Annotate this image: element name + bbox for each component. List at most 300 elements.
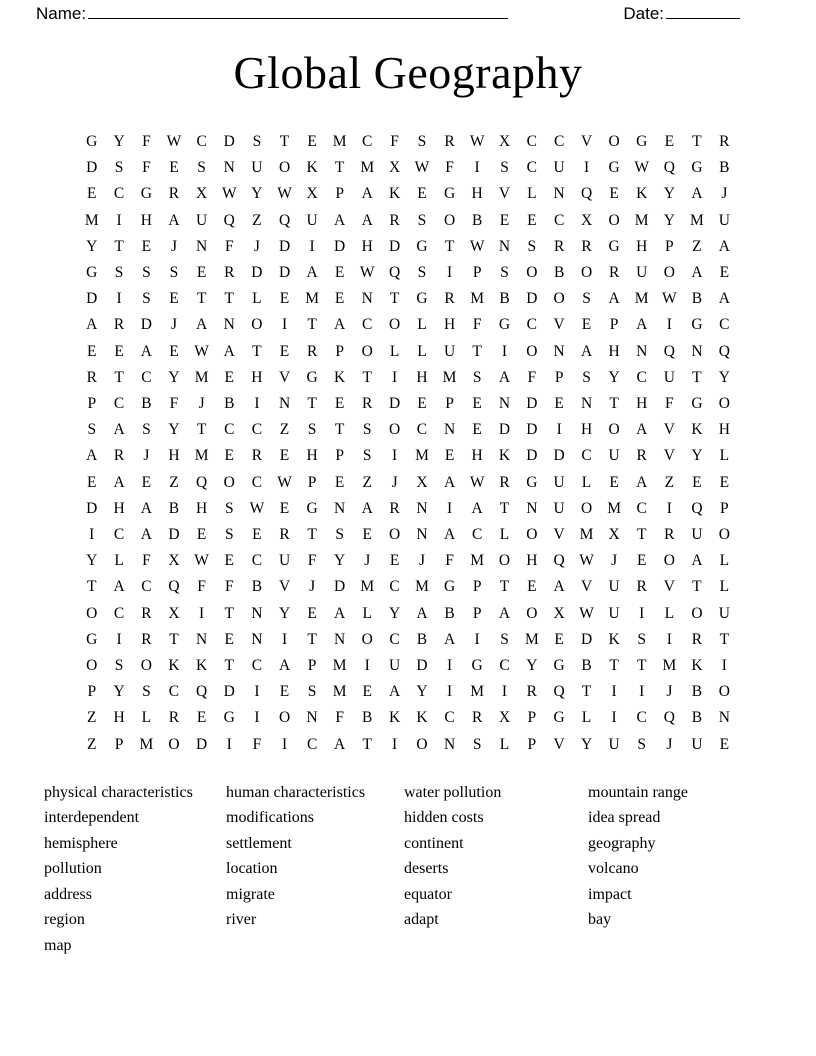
grid-cell[interactable]: X [580, 211, 593, 229]
grid-cell[interactable]: J [666, 683, 673, 701]
grid-cell[interactable]: Q [168, 578, 180, 596]
grid-cell[interactable]: B [581, 657, 592, 675]
grid-cell[interactable]: W [414, 159, 430, 177]
grid-cell[interactable]: A [636, 421, 648, 439]
grid-cell[interactable]: A [388, 683, 401, 701]
grid-cell[interactable]: L [664, 604, 675, 622]
grid-cell[interactable]: I [611, 709, 617, 727]
grid-cell[interactable]: D [168, 526, 180, 544]
grid-cell[interactable]: A [113, 473, 125, 491]
grid-cell[interactable]: H [608, 342, 620, 360]
grid-cell[interactable]: U [278, 552, 291, 570]
grid-cell[interactable]: Z [664, 473, 675, 491]
grid-cell[interactable]: U [691, 526, 703, 544]
grid-cell[interactable]: S [417, 264, 427, 282]
grid-cell[interactable]: B [499, 290, 510, 308]
grid-cell[interactable]: E [719, 735, 730, 753]
grid-cell[interactable]: N [196, 237, 208, 255]
grid-cell[interactable]: G [86, 630, 98, 648]
grid-cell[interactable]: G [306, 368, 318, 386]
grid-cell[interactable]: A [416, 604, 428, 622]
grid-cell[interactable]: W [194, 342, 209, 360]
grid-cell[interactable]: T [252, 342, 262, 360]
grid-cell[interactable]: B [251, 578, 263, 596]
grid-cell[interactable]: A [361, 211, 373, 229]
grid-cell[interactable]: E [307, 604, 317, 622]
grid-cell[interactable]: I [611, 683, 617, 701]
grid-cell[interactable]: I [254, 709, 260, 727]
grid-cell[interactable]: D [388, 237, 401, 255]
grid-cell[interactable]: E [141, 237, 152, 255]
grid-cell[interactable]: T [389, 290, 400, 308]
grid-cell[interactable]: O [580, 264, 593, 282]
grid-cell[interactable]: P [554, 368, 564, 386]
grid-cell[interactable]: E [417, 395, 427, 413]
grid-cell[interactable]: A [718, 237, 730, 255]
grid-cell[interactable]: S [500, 159, 509, 177]
grid-cell[interactable]: G [608, 237, 620, 255]
grid-cell[interactable]: P [609, 316, 619, 334]
grid-cell[interactable]: P [87, 395, 97, 413]
grid-cell[interactable]: Y [278, 604, 291, 622]
grid-cell[interactable]: U [636, 264, 648, 282]
grid-cell[interactable]: W [469, 133, 485, 150]
grid-cell[interactable]: A [361, 185, 373, 203]
grid-cell[interactable]: N [498, 395, 511, 413]
grid-cell[interactable]: T [307, 395, 317, 413]
grid-cell[interactable]: R [279, 526, 290, 544]
grid-cell[interactable]: G [691, 316, 703, 334]
grid-cell[interactable]: H [306, 447, 318, 465]
grid-cell[interactable]: E [196, 709, 207, 727]
word-list-item[interactable]: location [226, 860, 278, 878]
grid-cell[interactable]: A [334, 211, 346, 229]
grid-cell[interactable]: C [196, 133, 207, 150]
grid-cell[interactable]: O [608, 211, 620, 229]
grid-cell[interactable]: C [306, 735, 318, 753]
grid-cell[interactable]: U [718, 604, 730, 622]
grid-cell[interactable]: R [664, 526, 675, 544]
grid-cell[interactable]: O [251, 316, 263, 334]
grid-cell[interactable]: M [360, 159, 375, 177]
grid-cell[interactable]: N [361, 290, 373, 308]
grid-cell[interactable]: B [141, 395, 152, 413]
grid-cell[interactable]: A [498, 368, 511, 386]
grid-cell[interactable]: D [196, 735, 208, 753]
grid-cell[interactable]: Y [388, 604, 401, 622]
grid-cell[interactable]: U [196, 211, 208, 229]
grid-cell[interactable]: T [307, 630, 317, 648]
grid-cell[interactable]: T [499, 499, 510, 517]
grid-cell[interactable]: N [416, 526, 428, 544]
grid-cell[interactable]: A [443, 473, 456, 491]
grid-cell[interactable]: I [501, 683, 508, 701]
grid-cell[interactable]: S [307, 683, 317, 701]
grid-cell[interactable]: I [392, 368, 398, 386]
grid-cell[interactable]: O [580, 499, 593, 517]
grid-cell[interactable]: G [636, 133, 648, 150]
grid-cell[interactable]: E [87, 185, 97, 203]
grid-cell[interactable]: W [194, 552, 209, 570]
grid-cell[interactable]: F [445, 552, 454, 570]
grid-cell[interactable]: R [389, 499, 400, 517]
grid-cell[interactable]: E [719, 264, 730, 282]
grid-cell[interactable]: E [279, 290, 290, 308]
grid-cell[interactable]: C [553, 133, 565, 150]
grid-cell[interactable]: M [470, 683, 485, 701]
grid-cell[interactable]: H [140, 211, 152, 229]
grid-cell[interactable]: B [691, 290, 703, 308]
grid-cell[interactable]: V [663, 447, 675, 465]
word-list-item[interactable]: physical characteristics [44, 783, 193, 801]
grid-cell[interactable]: E [527, 578, 537, 596]
grid-cell[interactable]: C [113, 604, 125, 622]
grid-cell[interactable]: I [639, 683, 645, 701]
grid-cell[interactable]: O [168, 735, 180, 753]
word-list-item[interactable]: interdependent [44, 809, 140, 827]
grid-cell[interactable]: D [526, 447, 538, 465]
grid-cell[interactable]: R [168, 185, 180, 203]
grid-cell[interactable]: Y [416, 683, 428, 701]
grid-cell[interactable]: W [359, 264, 375, 282]
grid-cell[interactable]: H [416, 368, 428, 386]
grid-cell[interactable]: M [360, 578, 375, 596]
grid-cell[interactable]: G [553, 657, 565, 675]
grid-cell[interactable]: V [498, 185, 511, 203]
grid-cell[interactable]: G [691, 395, 703, 413]
grid-cell[interactable]: D [86, 499, 98, 517]
grid-cell[interactable]: N [691, 342, 703, 360]
grid-cell[interactable]: A [196, 316, 208, 334]
grid-cell[interactable]: Q [553, 683, 565, 701]
grid-cell[interactable]: M [634, 211, 649, 229]
grid-cell[interactable]: H [361, 237, 373, 255]
grid-cell[interactable]: G [86, 133, 98, 150]
grid-cell[interactable]: H [113, 709, 125, 727]
grid-cell[interactable]: E [581, 316, 592, 334]
grid-cell[interactable]: R [168, 709, 180, 727]
grid-cell[interactable]: D [86, 290, 98, 308]
grid-cell[interactable]: S [114, 264, 124, 282]
grid-cell[interactable]: E [114, 342, 124, 360]
grid-cell[interactable]: A [443, 630, 456, 648]
grid-cell[interactable]: S [87, 421, 97, 439]
grid-cell[interactable]: T [307, 316, 317, 334]
grid-cell[interactable]: U [553, 473, 565, 491]
grid-cell[interactable]: Q [663, 159, 675, 177]
grid-cell[interactable]: I [226, 735, 232, 753]
grid-cell[interactable]: N [636, 342, 648, 360]
grid-cell[interactable]: T [224, 657, 234, 675]
grid-cell[interactable]: Y [168, 421, 180, 439]
grid-cell[interactable]: T [362, 735, 372, 753]
grid-cell[interactable]: C [526, 159, 537, 177]
grid-cell[interactable]: C [636, 499, 647, 517]
grid-cell[interactable]: P [472, 578, 482, 596]
grid-cell[interactable]: I [309, 237, 315, 255]
grid-cell[interactable]: C [444, 709, 455, 727]
grid-cell[interactable]: T [87, 578, 97, 596]
grid-cell[interactable]: H [443, 316, 456, 334]
grid-cell[interactable]: U [388, 657, 401, 675]
grid-cell[interactable]: D [278, 237, 291, 255]
grid-cell[interactable]: G [608, 159, 620, 177]
grid-cell[interactable]: R [636, 447, 647, 465]
grid-cell[interactable]: G [416, 237, 428, 255]
grid-cell[interactable]: S [307, 421, 317, 439]
grid-cell[interactable]: A [278, 657, 291, 675]
grid-cell[interactable]: G [526, 473, 538, 491]
grid-cell[interactable]: N [223, 159, 235, 177]
grid-cell[interactable]: E [169, 290, 179, 308]
grid-cell[interactable]: X [498, 133, 511, 150]
grid-cell[interactable]: G [443, 185, 456, 203]
grid-cell[interactable]: H [526, 552, 538, 570]
grid-cell[interactable]: C [141, 578, 152, 596]
grid-cell[interactable]: W [249, 499, 265, 517]
grid-cell[interactable]: C [113, 395, 125, 413]
grid-cell[interactable]: R [141, 604, 152, 622]
grid-cell[interactable]: M [634, 290, 649, 308]
grid-cell[interactable]: V [278, 368, 291, 386]
grid-cell[interactable]: S [582, 290, 591, 308]
grid-cell[interactable]: H [580, 421, 593, 439]
grid-cell[interactable]: M [470, 290, 485, 308]
grid-cell[interactable]: I [474, 159, 480, 177]
grid-cell[interactable]: F [472, 316, 482, 334]
grid-cell[interactable]: B [691, 709, 703, 727]
grid-cell[interactable]: N [278, 395, 291, 413]
grid-cell[interactable]: T [114, 237, 124, 255]
grid-cell[interactable]: P [720, 499, 729, 517]
grid-cell[interactable]: Y [113, 133, 125, 150]
grid-cell[interactable]: C [499, 657, 510, 675]
grid-cell[interactable]: Z [252, 211, 262, 229]
grid-cell[interactable]: N [196, 630, 208, 648]
grid-cell[interactable]: E [472, 421, 482, 439]
grid-cell[interactable]: I [364, 657, 370, 675]
grid-cell[interactable]: E [636, 552, 647, 570]
grid-cell[interactable]: O [608, 133, 620, 150]
grid-cell[interactable]: S [637, 735, 646, 753]
grid-cell[interactable]: N [443, 421, 456, 439]
grid-cell[interactable]: W [579, 552, 594, 570]
grid-cell[interactable]: D [86, 159, 98, 177]
grid-cell[interactable]: S [252, 133, 262, 150]
grid-cell[interactable]: H [113, 499, 125, 517]
grid-cell[interactable]: B [553, 264, 565, 282]
grid-cell[interactable]: E [362, 683, 372, 701]
word-list-item[interactable]: human characteristics [226, 783, 366, 801]
grid-cell[interactable]: E [307, 133, 317, 150]
grid-cell[interactable]: Y [691, 447, 703, 465]
grid-cell[interactable]: G [691, 159, 703, 177]
grid-cell[interactable]: B [168, 499, 180, 517]
grid-cell[interactable]: H [636, 395, 648, 413]
grid-cell[interactable]: S [142, 683, 151, 701]
grid-cell[interactable]: O [526, 604, 538, 622]
grid-cell[interactable]: S [142, 264, 151, 282]
grid-cell[interactable]: Y [334, 552, 346, 570]
grid-cell[interactable]: U [443, 342, 456, 360]
grid-cell[interactable]: M [524, 630, 539, 648]
grid-cell[interactable]: E [279, 342, 290, 360]
grid-cell[interactable]: T [362, 368, 372, 386]
grid-cell[interactable]: J [666, 735, 673, 753]
grid-cell[interactable]: G [86, 264, 98, 282]
grid-cell[interactable]: T [169, 630, 179, 648]
grid-cell[interactable]: P [665, 237, 674, 255]
grid-cell[interactable]: M [332, 133, 347, 150]
grid-cell[interactable]: R [141, 630, 152, 648]
grid-cell[interactable]: J [721, 185, 728, 203]
grid-cell[interactable]: O [388, 526, 401, 544]
grid-cell[interactable]: A [718, 290, 730, 308]
grid-cell[interactable]: G [306, 499, 318, 517]
grid-cell[interactable]: E [279, 683, 290, 701]
grid-cell[interactable]: B [691, 683, 703, 701]
grid-cell[interactable]: E [389, 552, 400, 570]
grid-cell[interactable]: B [362, 709, 373, 727]
grid-cell[interactable]: C [251, 552, 263, 570]
grid-cell[interactable]: H [251, 368, 263, 386]
grid-cell[interactable]: Q [196, 683, 208, 701]
grid-cell[interactable]: I [281, 630, 288, 648]
grid-cell[interactable]: L [719, 552, 730, 570]
grid-cell[interactable]: Y [251, 185, 263, 203]
grid-cell[interactable]: J [418, 552, 425, 570]
grid-cell[interactable]: L [499, 735, 510, 753]
grid-cell[interactable]: E [279, 499, 290, 517]
grid-cell[interactable]: E [554, 395, 564, 413]
grid-cell[interactable]: E [609, 185, 619, 203]
word-list-item[interactable]: modifications [226, 809, 314, 827]
grid-cell[interactable]: R [444, 133, 455, 150]
grid-cell[interactable]: O [278, 709, 291, 727]
grid-cell[interactable]: E [334, 290, 345, 308]
grid-cell[interactable]: Y [86, 237, 98, 255]
grid-cell[interactable]: Q [388, 264, 401, 282]
grid-cell[interactable]: F [252, 735, 262, 753]
grid-cell[interactable]: R [86, 368, 97, 386]
grid-cell[interactable]: I [254, 683, 260, 701]
grid-cell[interactable]: F [224, 578, 234, 596]
grid-cell[interactable]: A [580, 342, 593, 360]
grid-cell[interactable]: Y [663, 211, 675, 229]
grid-cell[interactable]: Y [168, 368, 180, 386]
grid-cell[interactable]: O [223, 473, 235, 491]
grid-cell[interactable]: X [416, 473, 428, 491]
grid-cell[interactable]: U [608, 735, 620, 753]
grid-cell[interactable]: I [666, 499, 672, 517]
grid-cell[interactable]: E [196, 264, 207, 282]
grid-cell[interactable]: O [718, 395, 730, 413]
grid-cell[interactable]: D [251, 264, 263, 282]
word-list-item[interactable]: migrate [226, 885, 275, 903]
grid-cell[interactable]: S [362, 447, 372, 465]
grid-cell[interactable]: T [499, 578, 510, 596]
grid-cell[interactable]: Y [580, 735, 593, 753]
grid-cell[interactable]: R [113, 316, 125, 334]
grid-cell[interactable]: R [444, 290, 455, 308]
grid-cell[interactable]: O [443, 211, 456, 229]
grid-cell[interactable]: N [443, 735, 456, 753]
grid-cell[interactable]: I [639, 604, 645, 622]
grid-cell[interactable]: P [472, 604, 482, 622]
grid-cell[interactable]: W [469, 473, 485, 491]
grid-cell[interactable]: T [472, 342, 482, 360]
grid-cell[interactable]: F [445, 159, 454, 177]
word-list-item[interactable]: bay [588, 911, 612, 929]
grid-cell[interactable]: C [362, 133, 373, 150]
grid-cell[interactable]: M [194, 447, 209, 465]
grid-cell[interactable]: F [224, 237, 234, 255]
grid-cell[interactable]: W [221, 185, 237, 203]
grid-cell[interactable]: O [361, 630, 373, 648]
grid-cell[interactable]: C [168, 683, 180, 701]
grid-cell[interactable]: E [169, 159, 179, 177]
grid-cell[interactable]: I [116, 630, 122, 648]
grid-cell[interactable]: E [196, 526, 207, 544]
grid-cell[interactable]: T [581, 683, 592, 701]
grid-cell[interactable]: A [443, 526, 456, 544]
grid-cell[interactable]: V [553, 526, 565, 544]
grid-cell[interactable]: D [526, 290, 538, 308]
grid-cell[interactable]: C [581, 447, 592, 465]
grid-cell[interactable]: S [224, 526, 234, 544]
grid-cell[interactable]: S [142, 421, 151, 439]
grid-cell[interactable]: C [141, 368, 152, 386]
grid-cell[interactable]: E [224, 552, 234, 570]
grid-cell[interactable]: I [666, 316, 672, 334]
grid-cell[interactable]: E [279, 447, 290, 465]
grid-cell[interactable]: S [472, 368, 482, 386]
word-list-item[interactable]: river [226, 911, 257, 929]
grid-cell[interactable]: R [362, 395, 373, 413]
grid-cell[interactable]: A [140, 526, 152, 544]
grid-cell[interactable]: D [526, 421, 538, 439]
grid-cell[interactable]: B [416, 630, 428, 648]
grid-cell[interactable]: H [636, 237, 648, 255]
grid-cell[interactable]: M [305, 290, 320, 308]
grid-cell[interactable]: V [580, 133, 593, 150]
grid-cell[interactable]: G [498, 316, 511, 334]
grid-cell[interactable]: Z [87, 735, 97, 753]
grid-cell[interactable]: N [580, 395, 593, 413]
grid-cell[interactable]: G [443, 578, 456, 596]
grid-cell[interactable]: R [224, 264, 235, 282]
grid-cell[interactable]: C [636, 709, 647, 727]
grid-cell[interactable]: V [553, 735, 565, 753]
grid-cell[interactable]: T [196, 421, 207, 439]
grid-cell[interactable]: C [251, 473, 263, 491]
grid-cell[interactable]: T [334, 421, 345, 439]
grid-cell[interactable]: L [389, 342, 400, 360]
grid-cell[interactable]: J [364, 552, 371, 570]
grid-cell[interactable]: S [582, 368, 591, 386]
grid-cell[interactable]: Z [692, 237, 702, 255]
grid-cell[interactable]: D [334, 578, 346, 596]
grid-cell[interactable]: M [194, 368, 209, 386]
grid-cell[interactable]: T [307, 526, 317, 544]
grid-cell[interactable]: P [335, 447, 344, 465]
grid-cell[interactable]: A [113, 578, 125, 596]
word-list-item[interactable]: region [44, 911, 85, 929]
grid-cell[interactable]: C [389, 578, 400, 596]
grid-cell[interactable]: A [691, 185, 703, 203]
grid-cell[interactable]: J [253, 237, 260, 255]
grid-cell[interactable]: G [553, 709, 565, 727]
